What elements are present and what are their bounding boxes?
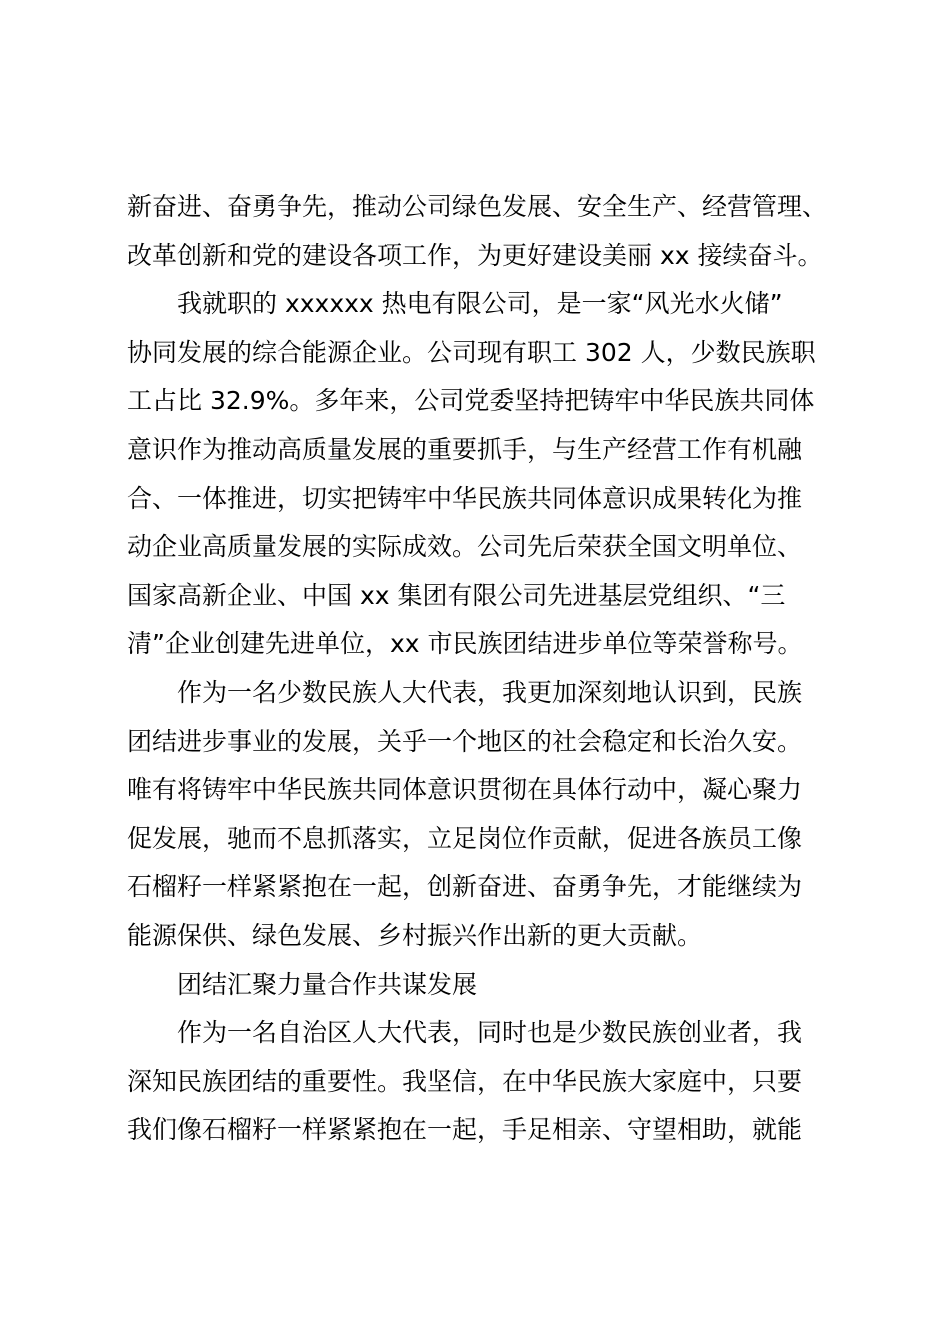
text-line: 促发展，驰而不息抓落实，立足岗位作贡献，促进各族员工像 bbox=[127, 823, 803, 853]
text-line: 合、一体推进，切实把铸牢中华民族共同体意识成果转化为推 bbox=[127, 483, 803, 513]
text-line: 改革创新和党的建设各项工作，为更好建设美丽 xx 接续奋斗。 bbox=[127, 240, 823, 270]
text-line: 意识作为推动高质量发展的重要抓手，与生产经营工作有机融 bbox=[127, 434, 803, 464]
text-line: 工占比 32.9%。多年来，公司党委坚持把铸牢中华民族共同体 bbox=[127, 386, 815, 416]
document-body bbox=[127, 183, 837, 1155]
section-heading: 团结汇聚力量合作共谋发展 bbox=[177, 969, 478, 999]
text-line: 深知民族团结的重要性。我坚信，在中华民族大家庭中，只要 bbox=[127, 1066, 803, 1096]
text-line: 清”企业创建先进单位，xx 市民族团结进步单位等荣誉称号。 bbox=[127, 629, 803, 659]
text-line: 我们像石榴籽一样紧紧抱在一起，手足相亲、守望相助，就能 bbox=[127, 1115, 803, 1145]
text-line: 石榴籽一样紧紧抱在一起，创新奋进、奋勇争先，才能继续为 bbox=[127, 872, 803, 902]
text-line: 我就职的 xxxxxx 热电有限公司，是一家“风光水火储” bbox=[177, 289, 783, 319]
text-line: 作为一名少数民族人大代表，我更加深刻地认识到，民族 bbox=[177, 677, 803, 707]
text-line: 唯有将铸牢中华民族共同体意识贯彻在具体行动中，凝心聚力 bbox=[127, 775, 803, 805]
text-line: 国家高新企业、中国 xx 集团有限公司先进基层党组织、“三 bbox=[127, 580, 786, 610]
text-line: 能源保供、绿色发展、乡村振兴作出新的更大贡献。 bbox=[127, 920, 703, 950]
text-line: 作为一名自治区人大代表，同时也是少数民族创业者，我 bbox=[177, 1018, 803, 1048]
text-line: 协同发展的综合能源企业。公司现有职工 302 人，少数民族职 bbox=[127, 337, 816, 367]
text-line: 新奋进、奋勇争先，推动公司绿色发展、安全生产、经营管理、 bbox=[127, 192, 828, 221]
text-line: 动企业高质量发展的实际成效。公司先后荣获全国文明单位、 bbox=[127, 532, 803, 562]
text-line: 团结进步事业的发展，关乎一个地区的社会稳定和长治久安。 bbox=[127, 726, 803, 756]
